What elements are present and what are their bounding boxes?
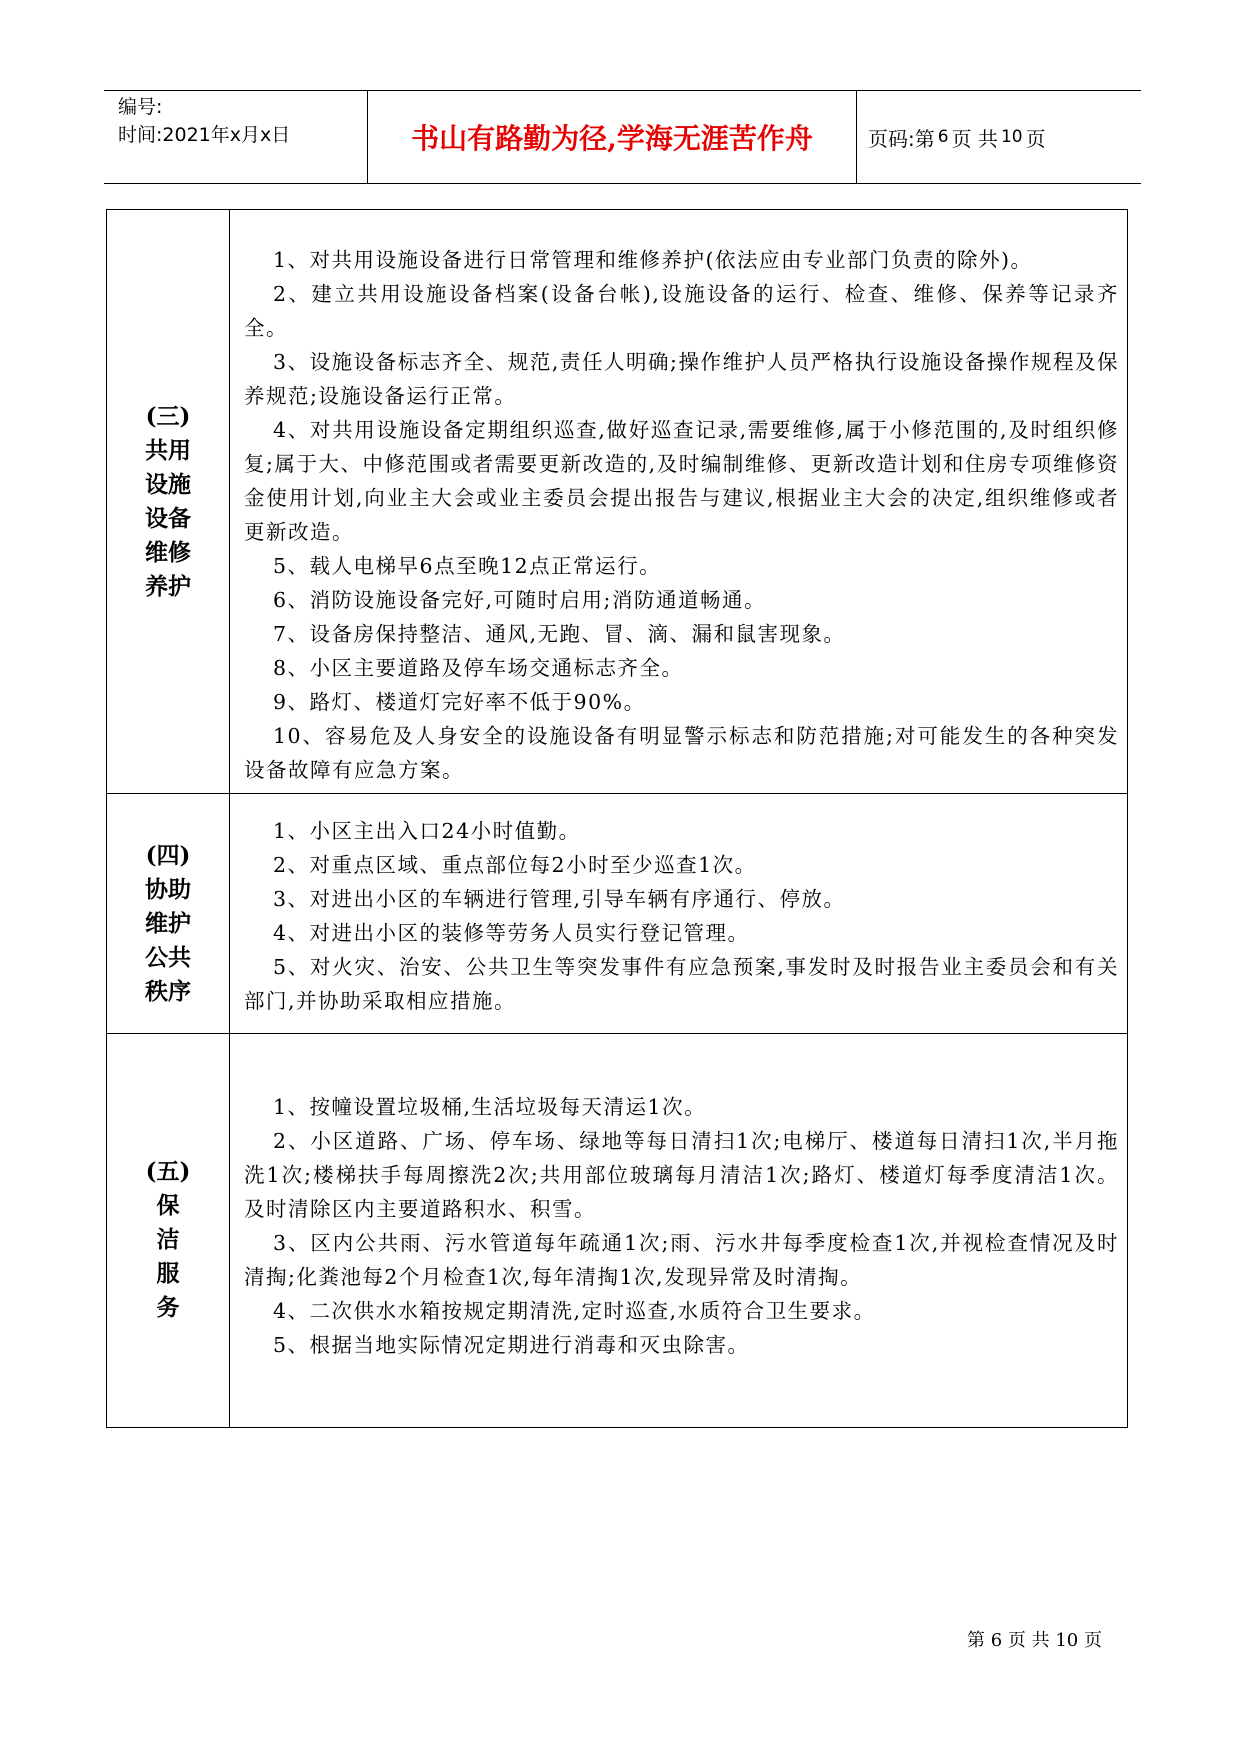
list-item: 3、区内公共雨、污水管道每年疏通1次;雨、污水井每季度检查1次,并视检查情况及时清掏;化粪池每2个月检查1次,每年清掏1次,发现异常及时清掏。 xyxy=(244,1231,1119,1289)
page-number: 6 xyxy=(937,127,949,147)
section-label-maintenance xyxy=(107,400,229,604)
row-divider xyxy=(107,1033,1127,1034)
list-item: 1、对共用设施设备进行日常管理和维修养护(依法应由专业部门负责的除外)。 xyxy=(273,248,1033,272)
list-item: 4、对共用设施设备定期组织巡查,做好巡查记录,需要维修,属于小修范围的,及时组织修复;属于大、中修范围或者需要更新改造的,及时编制维修、更新改造计划和住房专项维修资金使用计划,向业主大会或业主委员会提出报告与建议,根据业主大会的决定,组织维修或者更新改造。 xyxy=(244,418,1119,544)
list-item: 4、对进出小区的装修等劳务人员实行登记管理。 xyxy=(273,921,750,945)
list-item: 3、设施设备标志齐全、规范,责任人明确;操作维护人员严格执行设施设备操作规程及保养规范;设施设备运行正常。 xyxy=(244,350,1119,408)
section-label-order xyxy=(107,839,229,1009)
label-line: 设施 xyxy=(145,471,191,498)
list-item: 8、小区主要道路及停车场交通标志齐全。 xyxy=(273,656,684,680)
page-mid: 页 共 xyxy=(951,126,998,151)
list-item: 7、设备房保持整洁、通风,无跑、冒、滴、漏和鼠害现象。 xyxy=(273,622,846,646)
section-content-order xyxy=(244,814,1119,1018)
list-item: 3、对进出小区的车辆进行管理,引导车辆有序通行、停放。 xyxy=(273,887,846,911)
label-line: 公共 xyxy=(145,944,191,971)
header-meta xyxy=(118,93,368,149)
motto: 书山有路勤为径,学海无涯苦作舟 xyxy=(411,122,813,155)
page-total: 10 xyxy=(1000,127,1023,147)
page-header xyxy=(104,90,1141,184)
section-content-maintenance xyxy=(244,243,1119,787)
list-item: 1、小区主出入口24小时值勤。 xyxy=(273,819,581,843)
label-line: 维修 xyxy=(145,539,191,566)
section-label-cleaning xyxy=(107,1155,229,1325)
label-line: 协助 xyxy=(145,876,191,903)
list-item: 2、小区道路、广场、停车场、绿地等每日清扫1次;电梯厅、楼道每日清扫1次,半月拖洗1次;楼梯扶手每周擦洗2次;共用部位玻璃每月清洁1次;路灯、楼道灯每季度清洁1次。及时清除区内主要道路积水、积雪。 xyxy=(244,1129,1119,1221)
label-line: 维护 xyxy=(145,910,191,937)
list-item: 6、消防设施设备完好,可随时启用;消防通道畅通。 xyxy=(273,588,766,612)
list-item: 2、建立共用设施设备档案(设备台帐),设施设备的运行、检查、维修、保养等记录齐全。 xyxy=(244,282,1119,340)
page-footer: 第 6 页 共 10 页 xyxy=(967,1630,1102,1651)
label-line: 共用 xyxy=(145,437,191,464)
list-item: 4、二次供水水箱按规定期清洗,定时巡查,水质符合卫生要求。 xyxy=(273,1299,876,1323)
label-line: (四) xyxy=(145,842,191,869)
number-label: 编号: xyxy=(118,96,163,118)
label-line: 务 xyxy=(156,1294,180,1321)
list-item: 9、路灯、楼道灯完好率不低于90%。 xyxy=(273,690,646,714)
label-line: 洁 xyxy=(156,1226,180,1253)
label-line: 保 xyxy=(156,1192,180,1219)
page-suffix: 页 xyxy=(1025,126,1046,151)
list-item: 1、按幢设置垃圾桶,生活垃圾每天清运1次。 xyxy=(273,1095,707,1119)
time-label: 时间:2021年x月x日 xyxy=(118,124,291,146)
content-table xyxy=(106,209,1128,1428)
label-line: (五) xyxy=(145,1158,191,1185)
label-line: 服 xyxy=(156,1260,180,1287)
header-divider xyxy=(367,91,368,183)
label-line: 设备 xyxy=(145,505,191,532)
list-item: 5、对火灾、治安、公共卫生等突发事件有应急预案,事发时及时报告业主委员会和有关部门,并协助采取相应措施。 xyxy=(244,955,1119,1013)
page-indicator xyxy=(868,91,1046,183)
header-divider xyxy=(856,91,857,183)
label-line: 秩序 xyxy=(145,978,191,1005)
list-item: 10、容易危及人身安全的设施设备有明显警示标志和防范措施;对可能发生的各种突发设备故障有应急方案。 xyxy=(244,724,1119,782)
row-divider xyxy=(107,793,1127,794)
label-line: 养护 xyxy=(145,573,191,600)
section-content-cleaning xyxy=(244,1090,1119,1362)
label-line: (三) xyxy=(145,403,191,430)
list-item: 2、对重点区域、重点部位每2小时至少巡查1次。 xyxy=(273,853,757,877)
list-item: 5、载人电梯早6点至晚12点正常运行。 xyxy=(273,554,662,578)
column-divider xyxy=(229,210,230,1427)
list-item: 5、根据当地实际情况定期进行消毒和灭虫除害。 xyxy=(273,1333,750,1357)
page-prefix: 页码:第 xyxy=(868,126,935,151)
